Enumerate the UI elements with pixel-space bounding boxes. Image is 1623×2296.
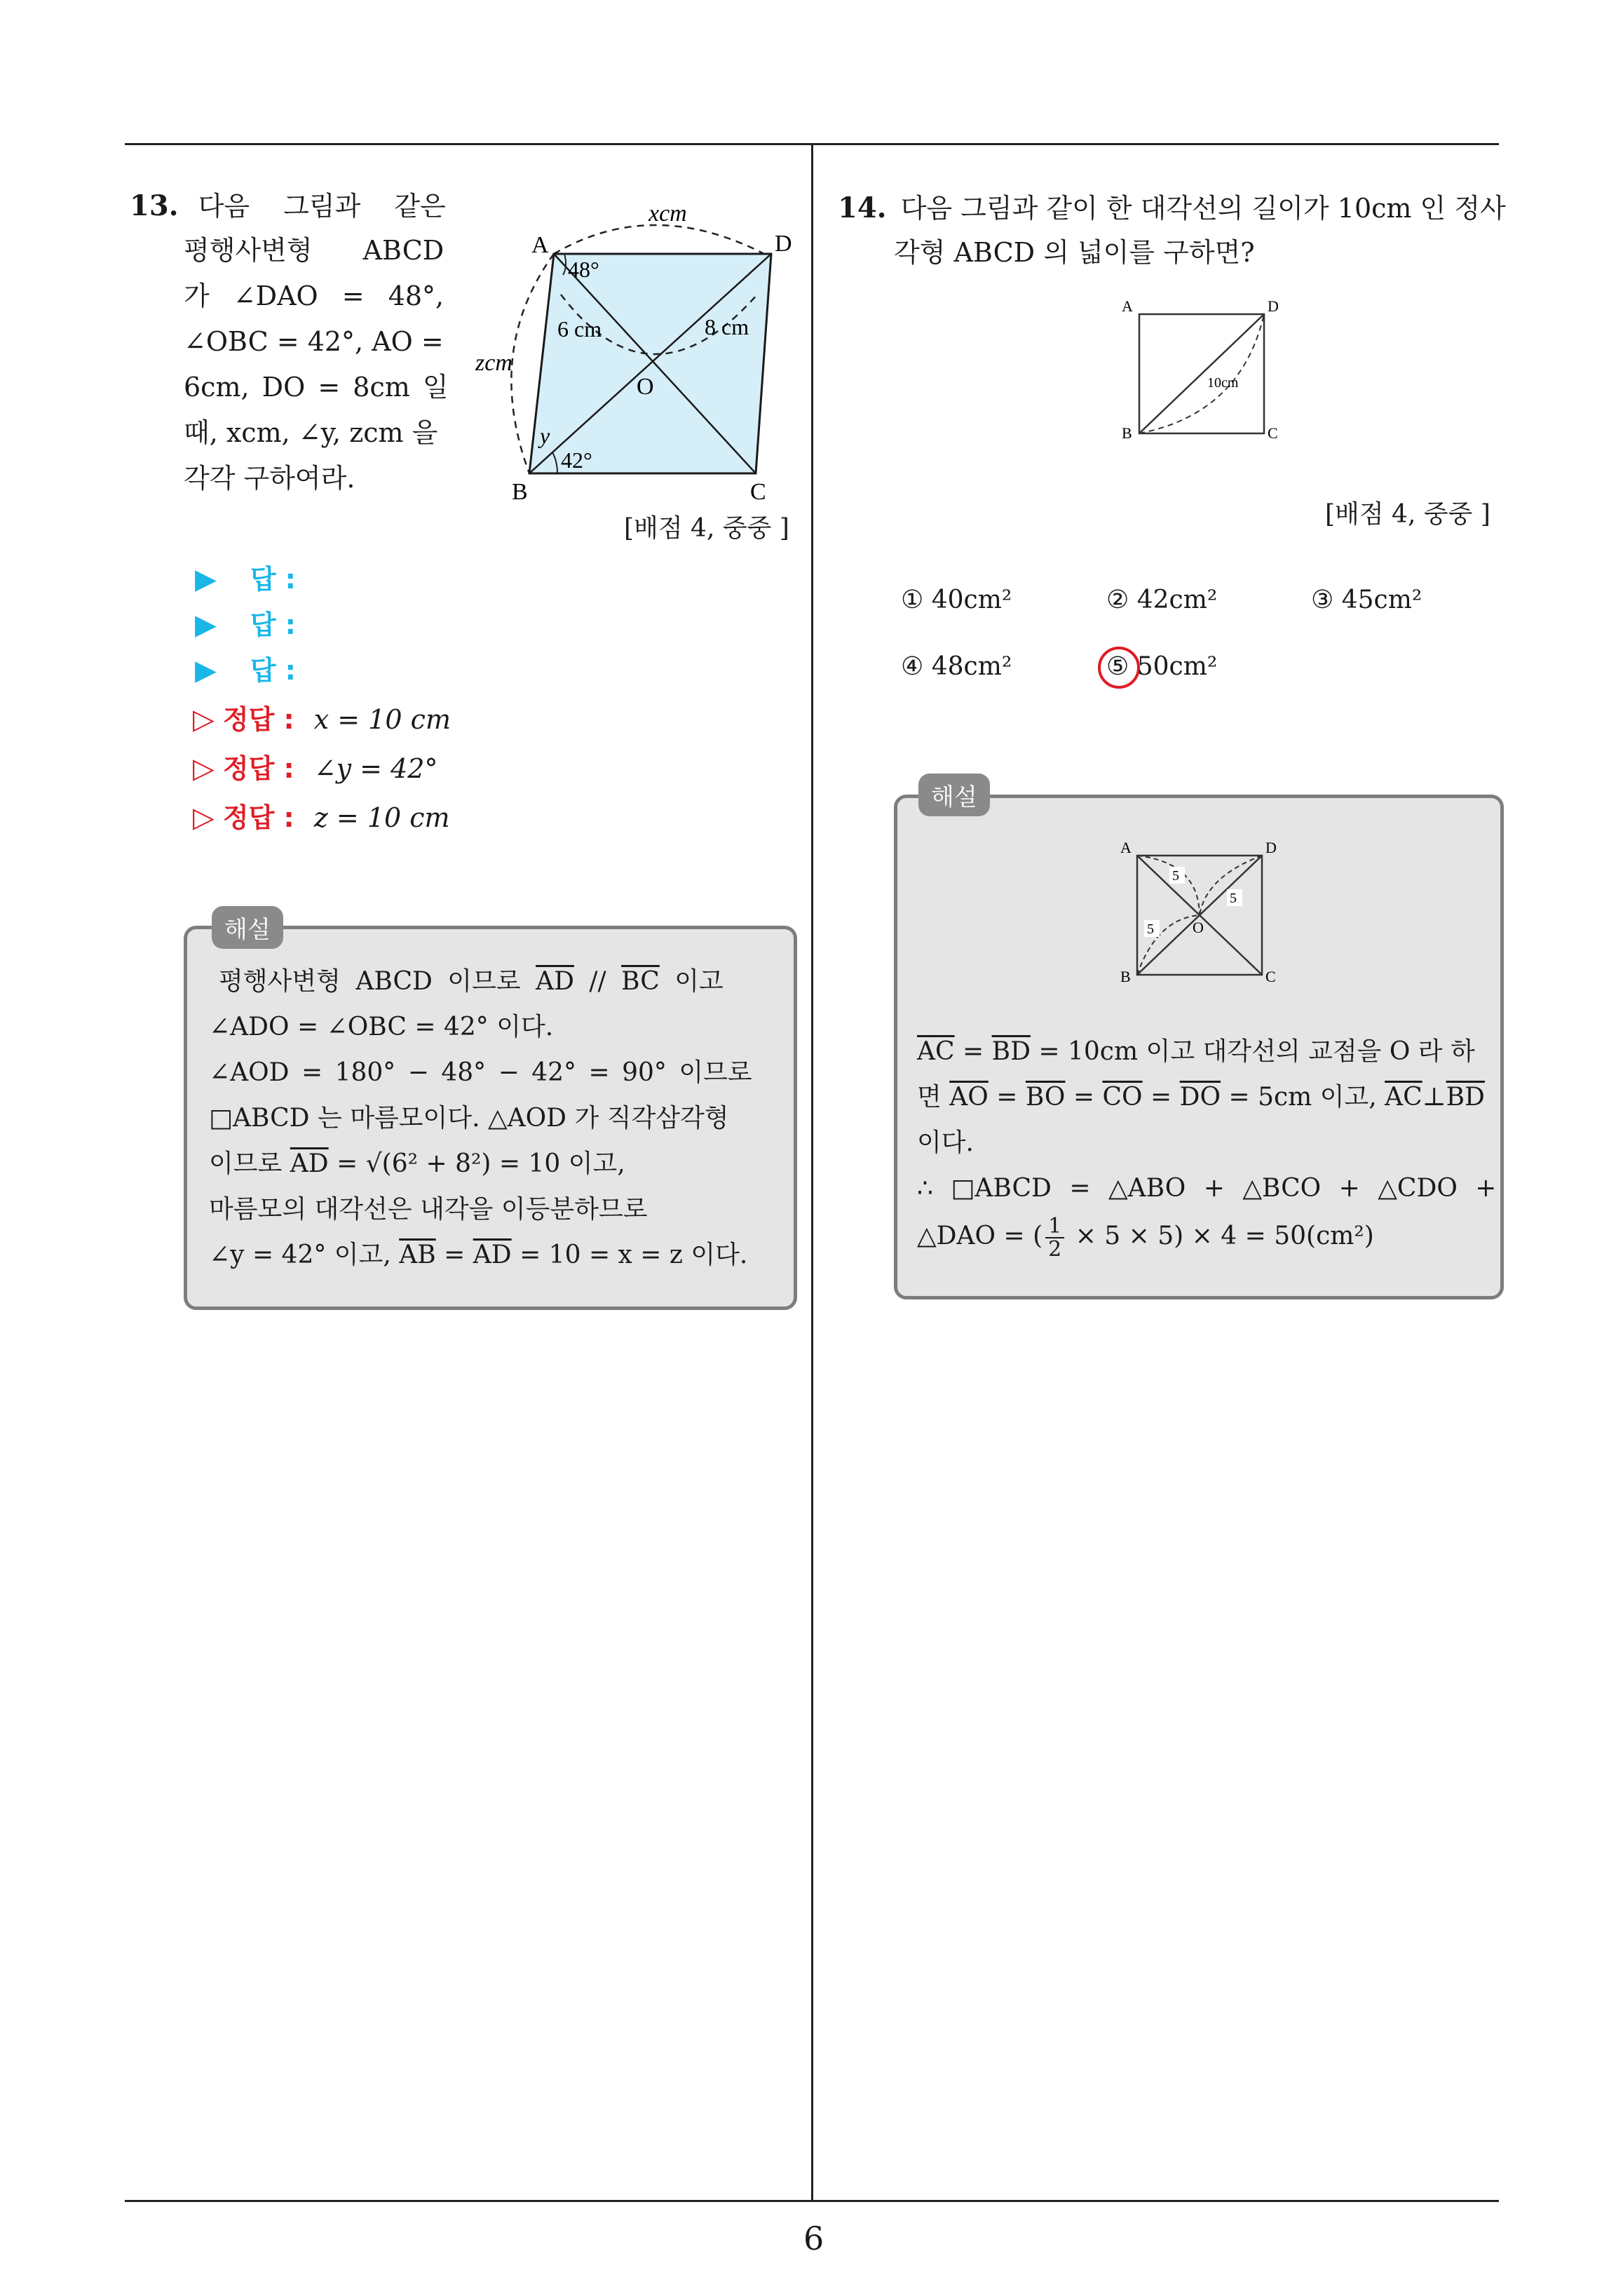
answer-label: 답 : [250,564,296,595]
q13-explanation-tag: 해설 [212,906,283,949]
q14-line-2: 각형 ABCD 의 넓이를 구하면? [894,237,1255,268]
q14-line-1 [838,191,1506,225]
q14-choice-1[interactable]: ① 40cm² [901,586,1012,614]
q13-line-2: 평행사변형 ABCD [184,235,444,266]
q14-label-10cm: 10cm [1207,375,1239,391]
q13-explain-line-4: □ABCD 는 마름모이다. △AOD 가 직각삼각형 [209,1104,729,1133]
answer-bullet-icon: ▶ [195,654,217,687]
q14-explain-line-2: 면 $\overline{AO} = \overline{BO} = \overline{CO} = \overline{DO} = 5cm$ 이고, $\overline{AC}\perp\overline{BD}$ [917,1083,1485,1112]
q13-number: 13. [130,189,179,222]
q14-ex-label-a: A [1120,839,1132,856]
q13-meta: [배점 4, 중중 ] [624,514,789,543]
q13-correct-row-3 [193,796,450,835]
q13-text: 다음 그림과 같은 [198,191,446,222]
q14-choice-2[interactable]: ② 42cm² [1106,586,1218,614]
q14-label-c: C [1268,424,1278,442]
correct-value: x = 10 cm [313,704,451,735]
q13-line-4: ∠OBC = 42°, AO = [184,326,444,357]
correct-bullet-icon: ▷ [193,752,215,785]
q13-line-6: 때, xcm, ∠y, zcm 을 [184,417,438,448]
q13-answer-row-2 [195,603,296,642]
q13-explain-line-2: ∠ADO = ∠OBC = 42° 이다. [209,1013,554,1041]
q13-parallelogram-figure [470,189,820,512]
page-number: 6 [803,2220,824,2257]
q13-explain-line-5: 이므로 $\overline{AD} = √(6^2 + 8^2) = 10$ 이고, [209,1149,625,1178]
q13-explain-line-1: 평행사변형 ABCD 이므로 $\overline{AD} // \overline{BC}$ 이고 [219,967,724,996]
q13-label-8cm: 8 cm [705,314,749,339]
q13-explain-line-6: 마름모의 대각선은 내각을 이등분하므로 [209,1195,648,1224]
q13-label-b: B [512,479,528,505]
correct-bullet-icon: ▷ [193,703,215,736]
q13-explain-line-3: ∠AOD = 180° − 48° − 42° = 90° 이므로 [209,1058,752,1087]
q14-text: 다음 그림과 같이 한 대각선의 길이가 10cm 인 정사 [900,193,1506,224]
q14-ex-label-d: D [1265,839,1277,856]
q14-label-b: B [1122,424,1132,442]
correct-label: 정답 : [222,802,294,833]
q13-label-42: 42° [561,447,592,473]
q13-correct-row-2 [193,747,437,785]
q13-label-d: D [775,231,792,257]
answer-bullet-icon: ▶ [195,609,217,641]
answer-label: 답 : [250,609,296,640]
q13-line-7: 각각 구하여라. [184,463,355,494]
q14-choice-4[interactable]: ④ 48cm² [901,652,1012,681]
q13-label-o: O [637,374,654,400]
q13-label-y: y [540,423,550,448]
q14-number: 14. [838,191,887,224]
correct-value: z = 10 cm [313,802,450,833]
q13-answer-row-3 [195,649,296,687]
q14-ex-label-c: C [1265,968,1276,985]
q14-ex-label-b: B [1120,968,1131,985]
q14-ex-label-o: O [1193,919,1204,936]
bottom-rule [125,2200,1499,2202]
answer-label: 답 : [250,655,296,686]
q14-ex-label-5b: 5 [1230,891,1237,906]
q14-ex-label-5a: 5 [1172,868,1179,884]
q14-label-a: A [1122,297,1133,315]
correct-label: 정답 : [222,704,294,735]
q14-label-d: D [1268,297,1279,315]
q14-diagonal [1139,314,1264,433]
q14-meta: [배점 4, 중중 ] [1325,500,1490,529]
q13-correct-row-1 [193,698,451,736]
q14-explanation-tag: 해설 [918,774,990,816]
q13-explain-line-7: ∠y = 42° 이고, $\overline{AB} = \overline{AD} = 10 = x = z$ 이다. [209,1241,748,1269]
q13-answer-row-1 [195,558,296,596]
q14-square-figure [1115,295,1297,449]
q14-explanation-figure [1108,835,1290,989]
answer-bullet-icon: ▶ [195,563,217,595]
q13-label-6cm: 6 cm [557,316,602,342]
q14-choice-3[interactable]: ③ 45cm² [1311,586,1422,614]
q13-label-zcm: zcm [475,350,512,376]
q14-explain-line-5: △DAO = ( $\frac{1}{2}$ × 5 × 5) × 4 = 50(cm²) [917,1213,1374,1262]
q13-label-48: 48° [568,257,599,282]
q13-line-3: 가 ∠DAO = 48°, [184,281,444,311]
q14-explain-line-1: $\overline{AC} = \overline{BD} = 10cm$ 이고 대각선의 교점을 O 라 하 [917,1037,1475,1066]
q14-ex-label-5c: 5 [1147,921,1154,937]
q13-line-1 [130,189,446,223]
fraction-one-half: $\frac{1}{2}$ [1045,1215,1064,1261]
q13-arc-top [554,225,764,254]
q13-label-xcm: xcm [648,201,687,227]
q14-choice-5[interactable]: ⑤ 50cm² [1106,652,1218,681]
correct-label: 정답 : [222,753,294,784]
correct-value: ∠y = 42° [313,753,438,784]
q13-label-c: C [750,479,766,505]
correct-bullet-icon: ▷ [193,802,215,834]
q14-explain-line-4: ∴ □ABCD = △ABO + △BCO + △CDO + [917,1174,1497,1203]
q13-label-a: A [531,232,549,258]
q13-line-5: 6cm, DO = 8cm 일 [184,372,449,403]
q14-explain-line-3: 이다. [917,1128,974,1157]
